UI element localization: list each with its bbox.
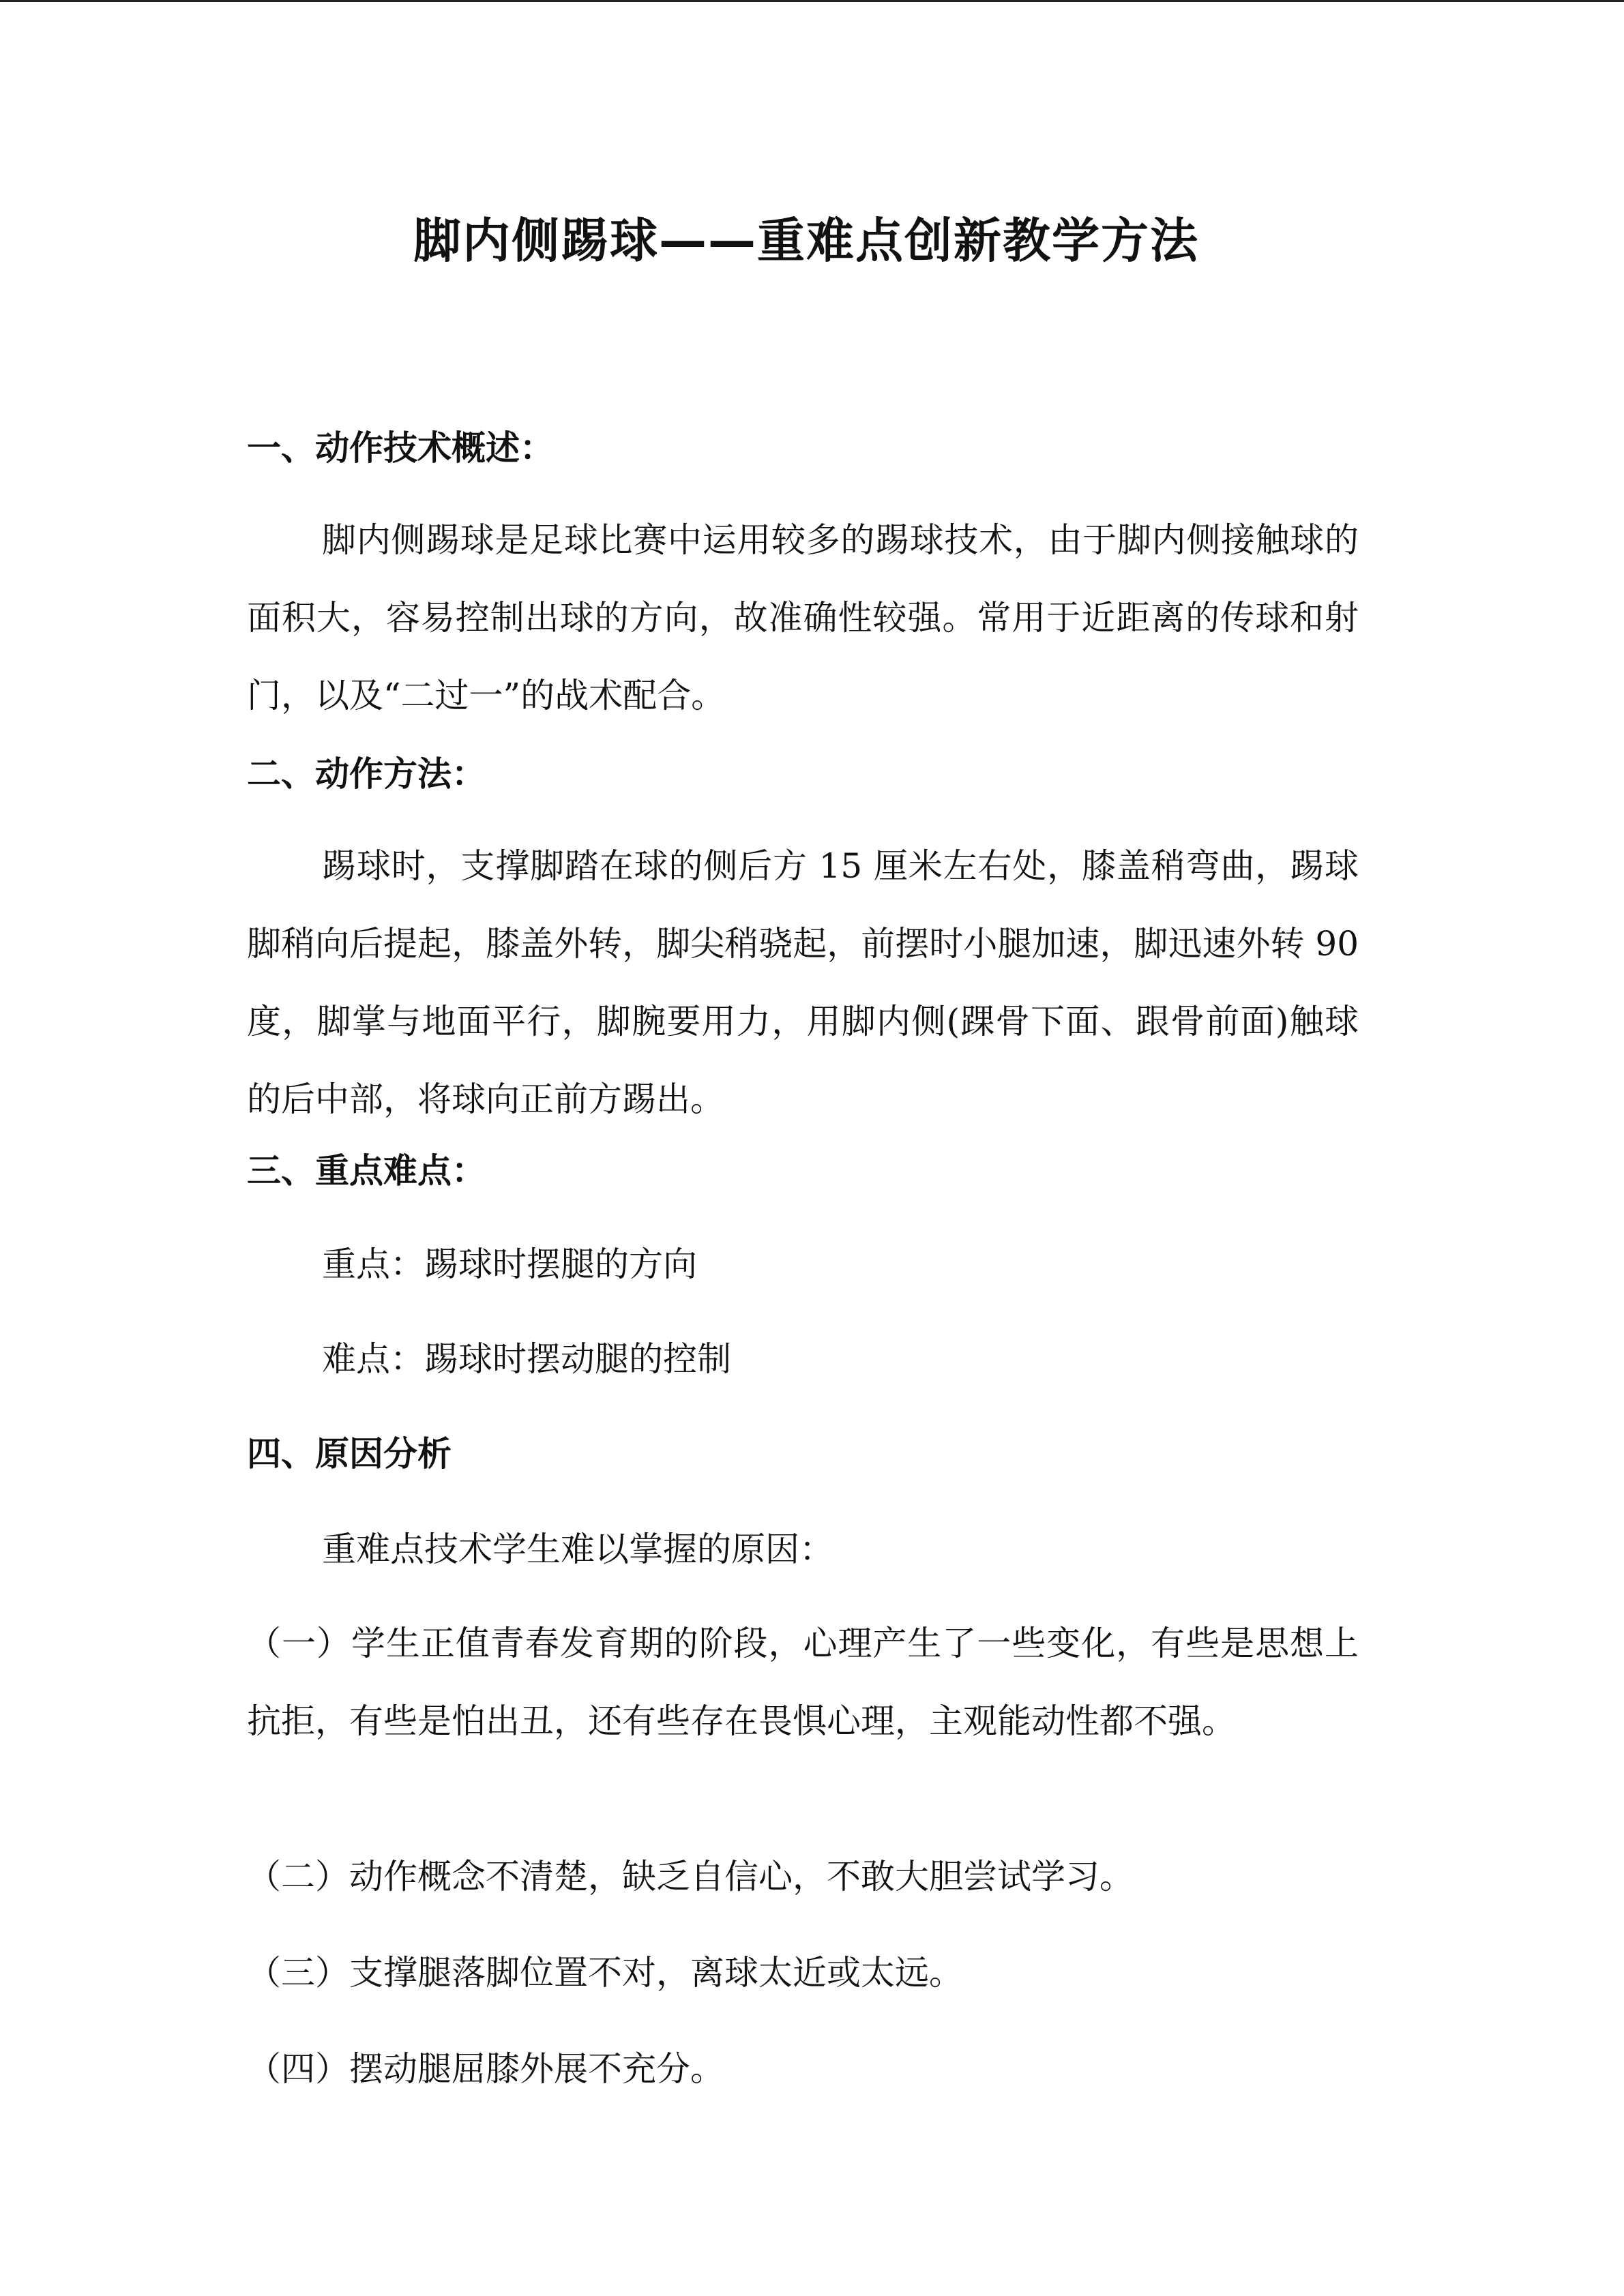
section-heading-cause-analysis: 四、原因分析 — [247, 1434, 452, 1474]
cause-item-2: （二）动作概念不清楚，缺乏自信心，不敢大胆尝试学习。 — [247, 1857, 1134, 1896]
difficulty-text: 难点：踢球时摆动腿的控制 — [322, 1339, 731, 1379]
document-title: 脚内侧踢球——重难点创新教学方法 — [413, 213, 1199, 269]
section-heading-overview: 一、动作技术概述： — [247, 428, 554, 468]
section-paragraph-method: 踢球时，支撑脚踏在球的侧后方 15 厘米左右处，膝盖稍弯曲，踢球脚稍向后提起，膝盖外转，脚尖稍骁起，前摆时小腿加速，脚迅速外转 90 度，脚掌与地面平行，脚腕要用力，用脚内侧(踝骨下面、跟骨前面)触球的后中部，将球向正前方踢出。 — [247, 846, 1359, 1119]
document-page — [247, 0, 1365, 2296]
cause-intro-text: 重难点技术学生难以掌握的原因： — [322, 1530, 833, 1569]
section-heading-key-difficult-points: 三、重点难点： — [247, 1151, 486, 1191]
cause-item-4: （四）摆动腿屈膝外展不充分。 — [247, 2049, 724, 2089]
cause-item-1: （一）学生正值青春发育期的阶段，心理产生了一些变化，有些是思想上抗拒，有些是怕出丑，还有些存在畏惧心理，主观能动性都不强。 — [247, 1624, 1359, 1741]
cause-item-3: （三）支撑腿落脚位置不对，离球太近或太远。 — [247, 1953, 963, 1993]
section-paragraph-overview: 脚内侧踢球是足球比赛中运用较多的踢球技术，由于脚内侧接触球的面积大，容易控制出球的方向，故准确性较强。常用于近距离的传球和射门，以及“二过一”的战术配合。 — [247, 520, 1359, 715]
key-point-text: 重点：踢球时摆腿的方向 — [322, 1244, 697, 1284]
section-heading-method: 二、动作方法： — [247, 754, 486, 794]
